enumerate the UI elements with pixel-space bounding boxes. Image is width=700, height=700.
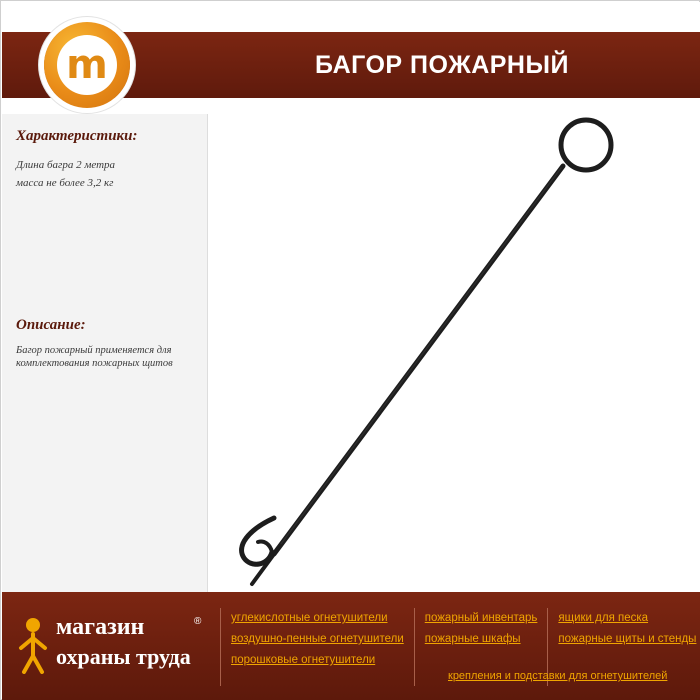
worker-figure-icon	[16, 614, 50, 674]
fire-hook-illustration	[208, 114, 700, 592]
product-image-stage	[208, 114, 700, 592]
footer-link[interactable]: пожарные шкафы	[424, 633, 521, 645]
shop-name-line1: магазин	[56, 614, 145, 640]
footer-link[interactable]: углекислотные огнетушители	[231, 612, 388, 624]
footer-link[interactable]: воздушно-пенные огнетушители	[231, 633, 404, 645]
shop-name-line2: охраны труда	[56, 644, 191, 669]
info-sidebar	[2, 114, 208, 592]
footer-link[interactable]: крепления и подставки для огнетушителей	[448, 670, 668, 682]
description-heading: Описание:	[16, 317, 86, 333]
footer-link[interactable]: ящики для песка	[558, 612, 649, 624]
page-header	[2, 2, 700, 114]
description-text: Багор пожарный применяется для комплектования пожарных щитов	[16, 345, 173, 369]
specs-list	[16, 156, 196, 192]
spec-item: Длина багра 2 метра	[16, 159, 116, 171]
footer-links	[220, 608, 697, 686]
footer-link[interactable]: порошковые огнетушители	[231, 654, 376, 666]
brand-logo[interactable]	[44, 22, 164, 108]
shop-logo[interactable]	[16, 610, 216, 682]
brand-logo-letter: m	[66, 42, 108, 88]
footer-link[interactable]: пожарные щиты и стенды	[558, 633, 697, 645]
page-title: БАГОР ПОЖАРНЫЙ	[315, 51, 569, 79]
brand-logo-icon	[44, 22, 130, 108]
spec-item: масса не более 3,2 кг	[16, 177, 114, 189]
footer-links-column-1	[220, 608, 414, 686]
registered-mark: ®	[194, 616, 202, 627]
specs-heading: Характеристики:	[16, 128, 138, 144]
page-footer	[2, 592, 700, 700]
footer-link[interactable]: пожарный инвентарь	[424, 612, 538, 624]
